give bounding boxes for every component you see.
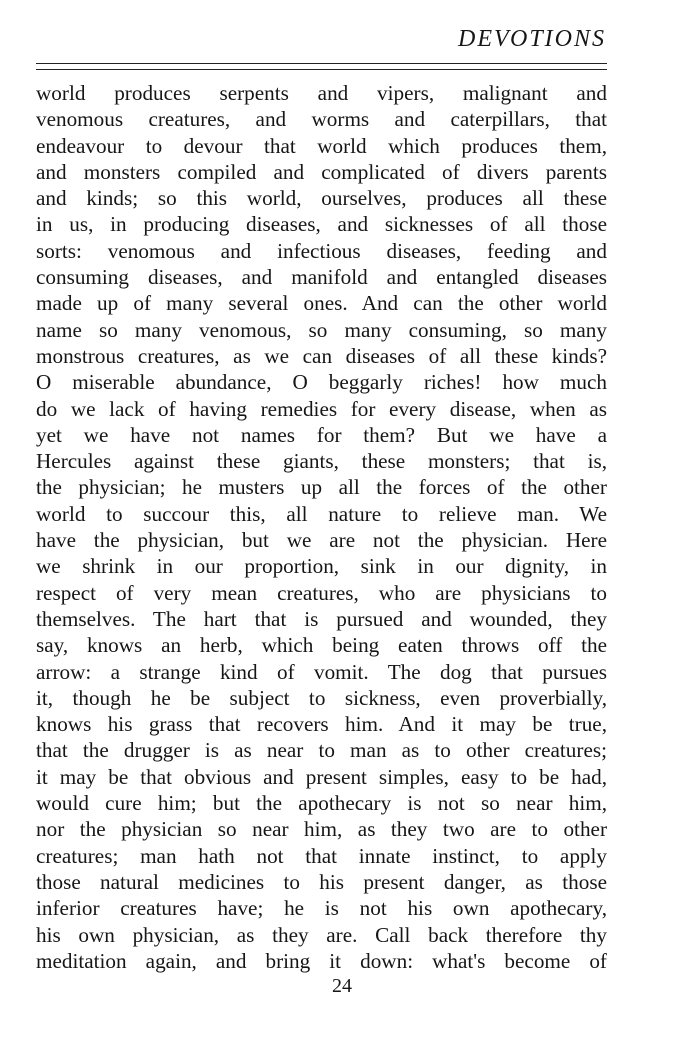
header-rule-thick (36, 63, 607, 64)
text-line: arrow: a strange kind of vomit. The dog that pursues (36, 659, 607, 684)
text-line: and kinds; so this world, ourselves, produces all these (36, 186, 607, 211)
text-line: it may be that obvious and present simples, easy to be had, (36, 764, 607, 789)
text-line: made up of many several ones. And can the other world (36, 291, 607, 316)
text-line: world produces serpents and vipers, malignant and (36, 81, 607, 105)
text-line: it, though he be subject to sickness, even proverbially, (36, 685, 607, 710)
text-line: that the drugger is as near to man as to other creatures; (36, 738, 607, 763)
text-line: respect of very mean creatures, who are physicians to (36, 580, 607, 605)
text-line: those natural medicines to his present danger, as those (36, 869, 607, 894)
text-line: yet we have not names for them? But we have a (36, 422, 607, 447)
text-line: themselves. The hart that is pursued and wounded, they (36, 606, 607, 631)
text-line: meditation again, and bring it down: what's become of (36, 948, 607, 973)
text-line: monstrous creatures, as we can diseases of all these kinds? (36, 343, 607, 368)
text-line: world to succour this, all nature to relieve man. We (36, 501, 607, 526)
running-head-title: DEVOTIONS (458, 26, 606, 52)
text-line: knows his grass that recovers him. And it may be true, (36, 712, 607, 737)
text-line: creatures; man hath not that innate instinct, to apply (36, 843, 607, 868)
header-rule-thin (36, 69, 607, 70)
text-line: sorts: venomous and infectious diseases, feeding and (36, 238, 607, 263)
text-line: the physician; he musters up all the forces of the other (36, 475, 607, 500)
text-line: inferior creatures have; he is not his own apothecary, (36, 896, 607, 921)
text-line: do we lack of having remedies for every disease, when as (36, 396, 607, 421)
text-line: name so many venomous, so many consuming, so many (36, 317, 607, 342)
text-line: Hercules against these giants, these monsters; that is, (36, 449, 607, 474)
page-number: 24 (332, 975, 352, 997)
text-line: venomous creatures, and worms and caterpillars, that (36, 107, 607, 132)
text-line: would cure him; but the apothecary is not so near him, (36, 791, 607, 816)
text-line: and monsters compiled and complicated of divers parents (36, 159, 607, 184)
text-line: nor the physician so near him, as they two are to other (36, 817, 607, 842)
text-line: we shrink in our proportion, sink in our dignity, in (36, 554, 607, 579)
text-line: O miserable abundance, O beggarly riches! how much (36, 370, 607, 395)
text-line: say, knows an herb, which being eaten throws off the (36, 633, 607, 658)
text-line: consuming diseases, and manifold and entangled diseases (36, 265, 607, 290)
text-line: his own physician, as they are. Call back therefore thy (36, 922, 607, 947)
text-line: in us, in producing diseases, and sicknesses of all those (36, 212, 607, 237)
body-text (36, 80, 607, 974)
text-line: endeavour to devour that world which produces them, (36, 133, 607, 158)
text-line: have the physician, but we are not the physician. Here (36, 528, 607, 553)
